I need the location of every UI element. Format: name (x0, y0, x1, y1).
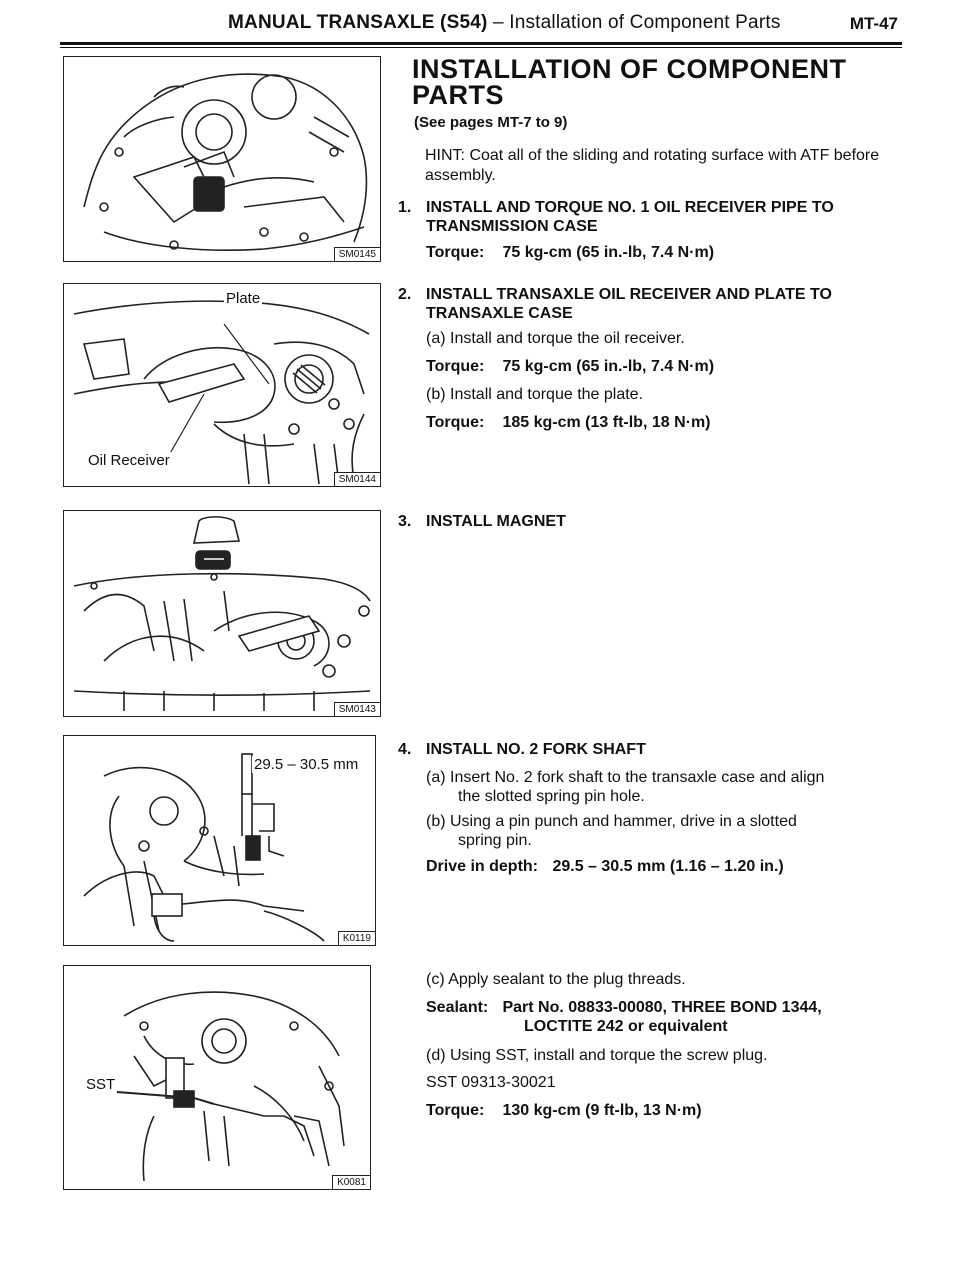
header-title: MANUAL TRANSAXLE (S54) – Installation of Component Parts (228, 12, 781, 33)
figure-code: K0119 (338, 931, 375, 945)
step-4-drive-depth (426, 857, 896, 877)
page-title: INSTALLATION OF COMPONENT PARTS (412, 54, 847, 110)
figure-screw-plug (63, 965, 371, 1190)
step-number: 3. (398, 513, 412, 530)
spec-value: 75 kg-cm (65 in.-lb, 7.4 N·m) (502, 244, 715, 261)
figure-code: SM0143 (334, 702, 380, 716)
step-heading-text: INSTALL MAGNET (426, 513, 566, 530)
step-2b-text: (b) Install and torque the plate. (426, 386, 644, 403)
step-4d-text: (d) Using SST, install and torque the screw plug. (426, 1047, 768, 1064)
page-number: MT-47 (849, 14, 898, 33)
step-4-heading (398, 740, 898, 759)
step-heading-text: INSTALL AND TORQUE NO. 1 OIL RECEIVER PIPE TO TRANSMISSION CASE (426, 199, 834, 235)
step-4a-line-1: (a) Insert No. 2 fork shaft to the transaxle case and align (426, 769, 825, 786)
spec-label: Drive in depth: (426, 858, 539, 875)
label-sst: SST (86, 1076, 116, 1093)
step-4a-line-2: the slotted spring pin hole. (458, 788, 645, 805)
step-3-heading (398, 512, 898, 531)
spec-value: 29.5 – 30.5 mm (1.16 – 1.20 in.) (552, 858, 784, 875)
step-2a-torque (426, 357, 896, 377)
step-4-sst: SST 09313-30021 (426, 1074, 556, 1091)
step-number: 2. (398, 286, 412, 303)
header-subtitle: – Installation of Component Parts (487, 12, 781, 33)
spec-label: Sealant: (426, 999, 489, 1016)
figure-oil-receiver-pipe (63, 56, 381, 262)
step-number: 4. (398, 741, 412, 758)
header-rule (60, 42, 902, 45)
see-pages-note: (See pages MT-7 to 9) (414, 114, 568, 131)
step-heading-text: INSTALL NO. 2 FORK SHAFT (426, 741, 646, 758)
step-2b-torque (426, 413, 896, 433)
label-plate: Plate (226, 290, 261, 307)
spec-label: Torque: (426, 1102, 485, 1119)
step-4-sealant-line-2: LOCTITE 242 or equivalent (524, 1018, 728, 1035)
spec-label: Torque: (426, 414, 485, 431)
spec-label: Torque: (426, 358, 485, 375)
step-2-heading (398, 285, 898, 323)
step-4-torque (426, 1101, 896, 1121)
figure-code: SM0145 (334, 247, 380, 261)
step-number: 1. (398, 199, 412, 216)
step-4b-line-1: (b) Using a pin punch and hammer, drive in a slotted (426, 813, 797, 830)
step-4-sealant (426, 998, 896, 1018)
figure-fork-shaft (63, 735, 376, 946)
hint-text: HINT: Coat all of the sliding and rotating surface with ATF before assembly. (425, 147, 880, 184)
spec-value: Part No. 08833-00080, THREE BOND 1344, (502, 999, 822, 1016)
transaxle-case-drawing-1 (64, 57, 380, 261)
transaxle-case-drawing-3 (64, 511, 380, 716)
step-4b-line-2: spring pin. (458, 832, 532, 849)
spec-value: 130 kg-cm (9 ft-lb, 13 N·m) (502, 1102, 702, 1119)
step-1-heading (398, 198, 898, 236)
figure-code: SM0144 (334, 472, 380, 486)
step-2a-text: (a) Install and torque the oil receiver. (426, 330, 685, 347)
spec-value: 185 kg-cm (13 ft-lb, 18 N·m) (502, 414, 711, 431)
spec-value: 75 kg-cm (65 in.-lb, 7.4 N·m) (502, 358, 715, 375)
figure-oil-receiver-plate (63, 283, 381, 487)
page-header (60, 8, 900, 38)
spec-label: Torque: (426, 244, 485, 261)
step-1-torque (426, 243, 896, 263)
step-heading-text: INSTALL TRANSAXLE OIL RECEIVER AND PLATE TO TRANSAXLE CASE (426, 286, 832, 322)
label-drive-depth: 29.5 – 30.5 mm (254, 756, 359, 773)
figure-magnet (63, 510, 381, 717)
header-rule-thin (60, 47, 902, 48)
figure-code: K0081 (332, 1175, 370, 1189)
step-4c-text: (c) Apply sealant to the plug threads. (426, 971, 686, 988)
label-oil-receiver: Oil Receiver (88, 452, 170, 469)
